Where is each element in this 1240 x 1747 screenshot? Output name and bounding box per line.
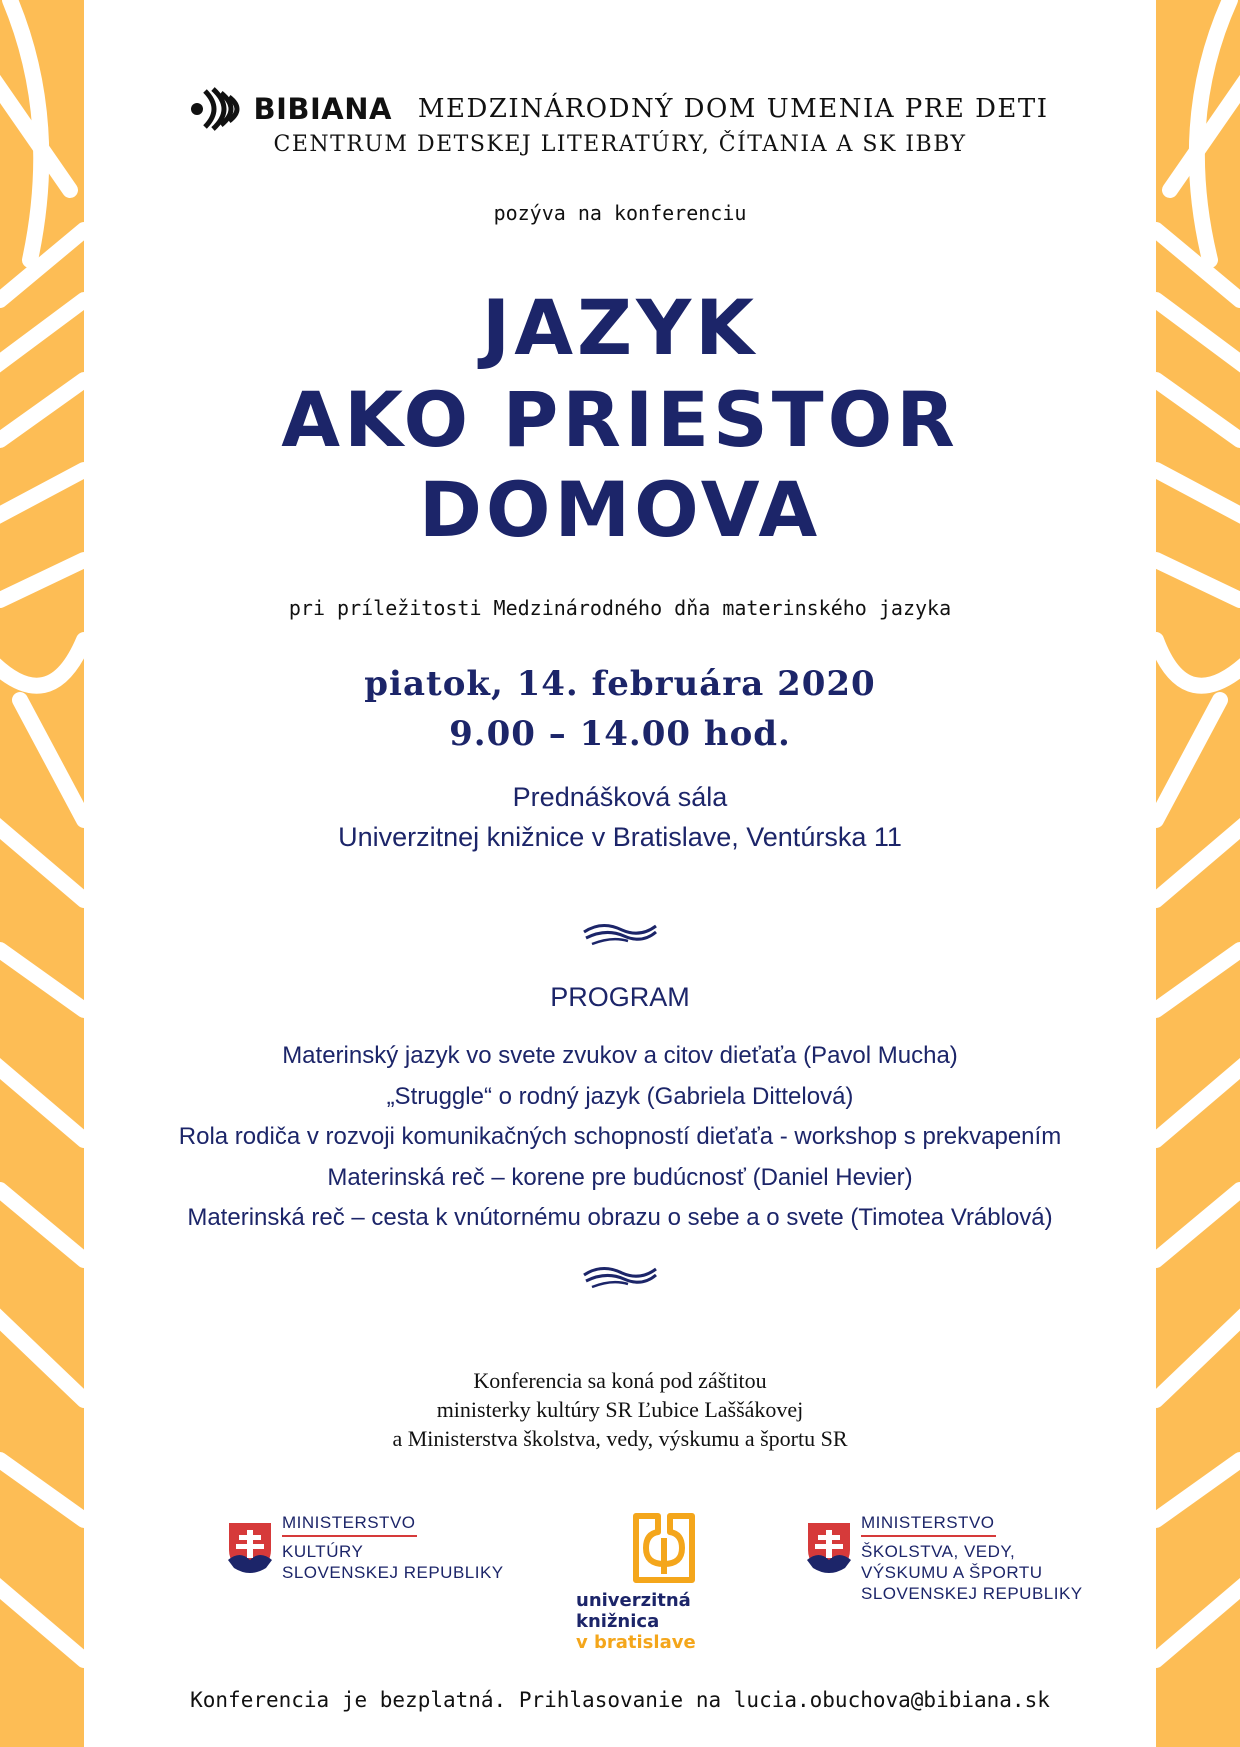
program-item: „Struggle“ o rodný jazyk (Gabriela Dittelová)	[386, 1082, 854, 1110]
venue-address: Univerzitnej knižnice v Bratislave, Ventúrska 11	[338, 822, 902, 852]
program-item: Materinský jazyk vo svete zvukov a citov dieťaťa (Pavol Mucha)	[282, 1042, 958, 1069]
poster-content	[84, 0, 1156, 1747]
title-line-1: JAZYK	[481, 283, 759, 372]
org-name: MEDZINÁRODNÝ DOM UMENIA PRE DETI	[417, 94, 1049, 124]
program-list	[84, 1036, 1156, 1239]
logo-line: MINISTERSTVO	[861, 1513, 995, 1532]
ministry-culture-logo	[226, 1512, 504, 1583]
program-item: Materinská reč – korene pre budúcnosť (Daniel Hevier)	[327, 1163, 913, 1191]
title-line-2: AKO PRIESTOR	[281, 375, 959, 464]
ministry-education-text	[861, 1512, 1083, 1604]
patronage-text	[84, 1366, 1156, 1453]
patronage-line: ministerky kultúry SR Ľubice Laššákovej	[436, 1397, 804, 1422]
ministry-culture-text	[282, 1512, 504, 1583]
bibiana-logo	[191, 87, 391, 131]
ministry-education-logo	[805, 1512, 1083, 1604]
bibiana-logo-icon	[191, 87, 247, 131]
wave-ornament-icon	[582, 1261, 658, 1291]
university-library-logo	[564, 1512, 764, 1653]
red-underline	[861, 1535, 996, 1537]
invite-text: pozýva na konferenciu	[493, 201, 747, 225]
patronage-line: a Ministerstva školstva, vedy, výskumu a športu SR	[392, 1426, 848, 1451]
title-line-3: DOMOVA	[418, 465, 822, 554]
footer-registration: Konferencia je bezplatná. Prihlasovanie na lucia.obuchova@bibiana.sk	[190, 1688, 1050, 1712]
program-item: Rola rodiča v rozvoji komunikačných schopností dieťaťa - workshop s prekvapením	[178, 1123, 1062, 1150]
wave-ornament-icon	[582, 918, 658, 948]
logo-line: SLOVENSKEJ REPUBLIKY	[282, 1563, 504, 1582]
red-underline	[282, 1535, 417, 1537]
patronage-line: Konferencia sa koná pod záštitou	[473, 1368, 767, 1393]
venue-hall: Prednášková sála	[512, 782, 728, 812]
event-time: 9.00 – 14.00 hod.	[449, 714, 791, 754]
occasion-text: pri príležitosti Medzinárodného dňa materinského jazyka	[288, 596, 952, 620]
slovak-crest-icon	[805, 1520, 853, 1576]
logo-line: SLOVENSKEJ REPUBLIKY	[861, 1584, 1083, 1603]
left-decorative-band	[0, 0, 84, 1747]
left-band-pattern	[0, 0, 84, 1747]
logo-line: MINISTERSTVO	[282, 1513, 416, 1532]
library-name: univerzitná knižnica	[576, 1590, 691, 1632]
slovak-crest-icon	[226, 1520, 274, 1576]
library-emblem-icon	[632, 1512, 696, 1584]
partner-logos	[84, 1512, 1156, 1653]
right-band-pattern	[1156, 0, 1240, 1747]
program-heading: PROGRAM	[550, 982, 690, 1012]
header	[84, 84, 1156, 134]
program-item: Materinská reč – cesta k vnútornému obrazu o sebe a o svete (Timotea Vráblová)	[187, 1204, 1053, 1231]
org-subtitle: CENTRUM DETSKEJ LITERATÚRY, ČÍTANIA A SK IBBY	[273, 132, 967, 157]
logo-line: ŠKOLSTVA, VEDY,	[861, 1542, 1016, 1561]
event-date: piatok, 14. februára 2020	[364, 664, 876, 704]
logo-line: KULTÚRY	[282, 1542, 364, 1561]
logo-line: VÝSKUMU A ŠPORTU	[861, 1563, 1043, 1582]
library-city: v bratislave	[576, 1632, 696, 1653]
right-decorative-band	[1156, 0, 1240, 1747]
logo-name: BIBIANA	[253, 92, 392, 126]
